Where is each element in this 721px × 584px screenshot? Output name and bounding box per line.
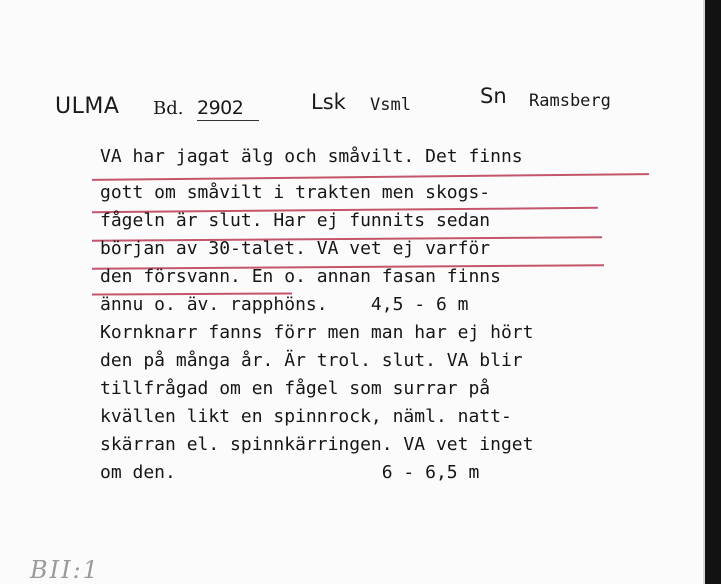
record-line: VA har jagat älg och småvilt. Det finns (100, 146, 523, 167)
parish-label: Sn (480, 84, 507, 108)
county-value: Vsml (370, 95, 411, 115)
record-line: början av 30-talet. VA vet ej varför (100, 238, 491, 259)
record-line: skärran el. spinnkärringen. VA vet inget (100, 434, 534, 455)
volume-number: 2902 (197, 97, 244, 119)
volume-label: Bd. (153, 98, 184, 119)
record-line: kvällen likt en spinnrock, näml. natt- (100, 406, 512, 427)
volume-underline (197, 120, 259, 121)
record-line: den på många år. Är trol. slut. VA blir (100, 350, 523, 371)
record-line: tillfrågad om en fågel som surrar på (100, 378, 491, 399)
record-line: den försvann. En o. annan fasan finns (100, 266, 501, 287)
county-label: Lsk (311, 90, 346, 114)
archive-code: ULMA (55, 94, 120, 119)
pencil-shelf-mark: BII:1 (30, 556, 100, 584)
record-line: om den. 6 - 6,5 m (100, 462, 480, 483)
record-line: gott om småvilt i trakten men skogs- (100, 182, 491, 203)
record-line: ännu o. äv. rapphöns. 4,5 - 6 m (100, 294, 469, 315)
scan-background-edge (705, 0, 721, 584)
record-line: fågeln är slut. Har ej funnits sedan (100, 210, 491, 231)
parish-value: Ramsberg (529, 91, 611, 111)
record-line: Kornknarr fanns förr men man har ej hört (100, 322, 534, 343)
